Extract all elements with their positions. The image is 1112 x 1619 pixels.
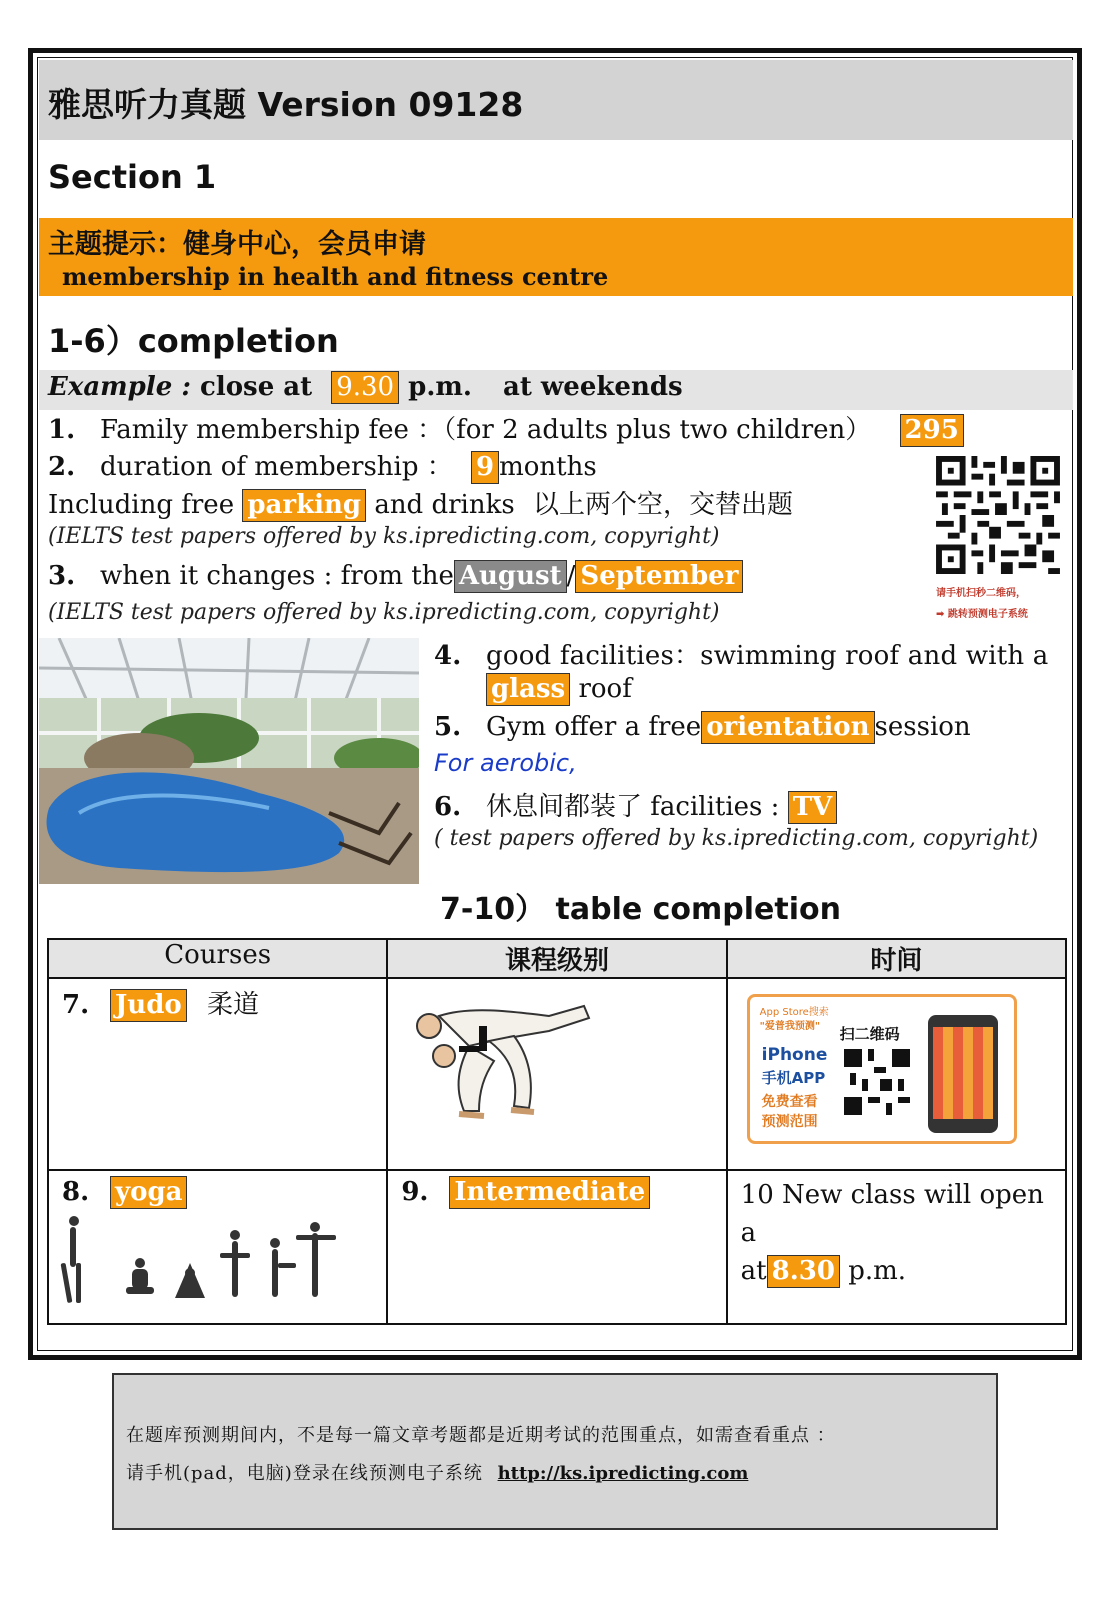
q2-number: 2. <box>48 452 76 482</box>
copyright-note-1: (IELTS test papers offered by ks.ipredicting.com, copyright) <box>48 524 720 549</box>
q3-answer: September <box>575 560 743 593</box>
including-note: 以上两个空，交替出题 <box>532 490 793 520</box>
promo-app-store: App Store搜索 <box>759 1007 829 1018</box>
q9-answer: Intermediate <box>449 1176 650 1209</box>
phone-icon <box>928 1015 998 1133</box>
arrow-right-icon: ➡ <box>936 609 945 620</box>
swimming-pool-image <box>39 638 419 884</box>
q1-number: 1. <box>48 415 76 445</box>
cell-intermediate <box>387 1170 726 1324</box>
cell-app-promo[interactable] <box>727 978 1066 1170</box>
question-4 <box>434 635 1048 672</box>
judo-illustration <box>399 986 599 1136</box>
q10-answer: 8.30 <box>767 1255 840 1288</box>
table-row <box>48 978 1066 1170</box>
topic-chinese: 主题提示：健身中心，会员申请 <box>48 229 426 260</box>
q5-after: session <box>874 712 971 742</box>
including-answer: parking <box>242 489 366 522</box>
footer-box <box>112 1373 998 1530</box>
promo-range: 预测范围 <box>761 1114 818 1130</box>
q9-number: 9. <box>401 1177 429 1207</box>
promo-app-name: "爱普我预测" <box>759 1021 821 1032</box>
header-level: 课程级别 <box>387 939 726 978</box>
part2-heading: 7-10） table completion <box>440 892 842 927</box>
example-answer: 9.30 <box>331 371 399 404</box>
yoga-illustration <box>60 1213 340 1305</box>
courses-table <box>47 938 1067 1325</box>
footer-link[interactable]: http://ks.ipredicting.com <box>497 1463 749 1484</box>
promo-qr-icon <box>844 1049 910 1115</box>
q7-answer: Judo <box>110 989 187 1022</box>
table-header-row <box>48 939 1066 978</box>
q4-after: roof <box>578 674 632 704</box>
table-row <box>48 1170 1066 1324</box>
aerobic-note: For aerobic, <box>434 749 577 777</box>
part1-heading: 1-6）completion <box>48 322 339 360</box>
promo-iphone: iPhone <box>761 1045 828 1065</box>
q10-at: at <box>740 1256 767 1286</box>
q7-zh: 柔道 <box>207 990 260 1020</box>
q8-answer: yoga <box>110 1176 187 1209</box>
q4-answer: glass <box>486 673 570 706</box>
promo-free: 免费查看 <box>761 1094 818 1110</box>
footer-line-1: 在题库预测期间内，不是每一篇文章考题都是近期考试的范围重点，如需查看重点 ： <box>126 1425 836 1446</box>
question-2 <box>48 446 597 484</box>
q5-number: 5. <box>434 712 462 742</box>
promo-app: 手机APP <box>761 1069 826 1087</box>
qr-caption-1: 请手机扫秒二维码， <box>936 588 1026 599</box>
copyright-note-2: (IELTS test papers offered by ks.ipredicting.com, copyright) <box>48 600 720 625</box>
q7-number: 7. <box>62 990 90 1020</box>
q3-slash: / <box>566 561 576 591</box>
example-label: Example : <box>48 372 191 402</box>
copyright-note-3: ( test papers offered by ks.ipredicting.com, copyright) <box>434 826 1039 851</box>
qr-caption-2: ➡ 跳转预测电子系统 <box>936 609 1028 620</box>
including-after: and drinks <box>374 490 515 520</box>
question-3 <box>48 560 743 593</box>
cell-judo <box>48 978 387 1170</box>
q6-text: 休息间都装了 facilities : <box>486 792 780 822</box>
example-line <box>48 371 683 404</box>
including-before: Including free <box>48 490 235 520</box>
app-promo-banner[interactable] <box>747 994 1017 1144</box>
promo-scan: 扫二维码 <box>839 1025 900 1043</box>
example-after: p.m. <box>408 372 472 402</box>
q2-after: months <box>499 452 597 482</box>
cell-new-class <box>727 1170 1066 1324</box>
q3-answer-grey: August <box>454 560 567 593</box>
q3-number: 3. <box>48 561 76 591</box>
q10-text: 10 New class will open a <box>740 1180 1044 1248</box>
footer-line-2 <box>126 1459 748 1485</box>
q8-number: 8. <box>62 1177 90 1207</box>
q4-text: good facilities：swimming roof and with a <box>486 641 1049 671</box>
q5-answer: orientation <box>701 711 874 744</box>
header-courses: Courses <box>48 939 387 978</box>
header-time: 时间 <box>727 939 1066 978</box>
question-4-cont <box>486 673 632 706</box>
q6-number: 6. <box>434 792 462 822</box>
q4-number: 4. <box>434 641 462 671</box>
question-1 <box>48 409 964 447</box>
q1-answer: 295 <box>900 414 964 447</box>
question-6 <box>434 786 837 824</box>
q3-text: when it changes : from the <box>100 561 454 591</box>
including-line <box>48 484 793 522</box>
q5-text: Gym offer a free <box>486 712 702 742</box>
question-5 <box>434 711 971 744</box>
q2-answer: 9 <box>471 451 499 484</box>
qr-code-icon <box>936 456 1060 574</box>
example-suffix: at weekends <box>503 372 683 402</box>
cell-yoga <box>48 1170 387 1324</box>
footer-line-2-text: 请手机(pad，电脑)登录在线预测电子系统 <box>126 1463 483 1484</box>
qr-code-block[interactable] <box>936 456 1064 626</box>
topic-english: membership in health and fitness centre <box>62 262 609 291</box>
example-text: close at <box>200 372 313 402</box>
cell-judo-image <box>387 978 726 1170</box>
q10-after: p.m. <box>848 1256 907 1286</box>
q6-answer: TV <box>788 791 838 824</box>
section-title: Section 1 <box>48 158 217 196</box>
q2-text: duration of membership ： <box>100 452 453 482</box>
q1-text: Family membership fee ：（for 2 adults plus two children） <box>100 415 872 445</box>
page-title: 雅思听力真题 Version 09128 <box>48 85 524 124</box>
